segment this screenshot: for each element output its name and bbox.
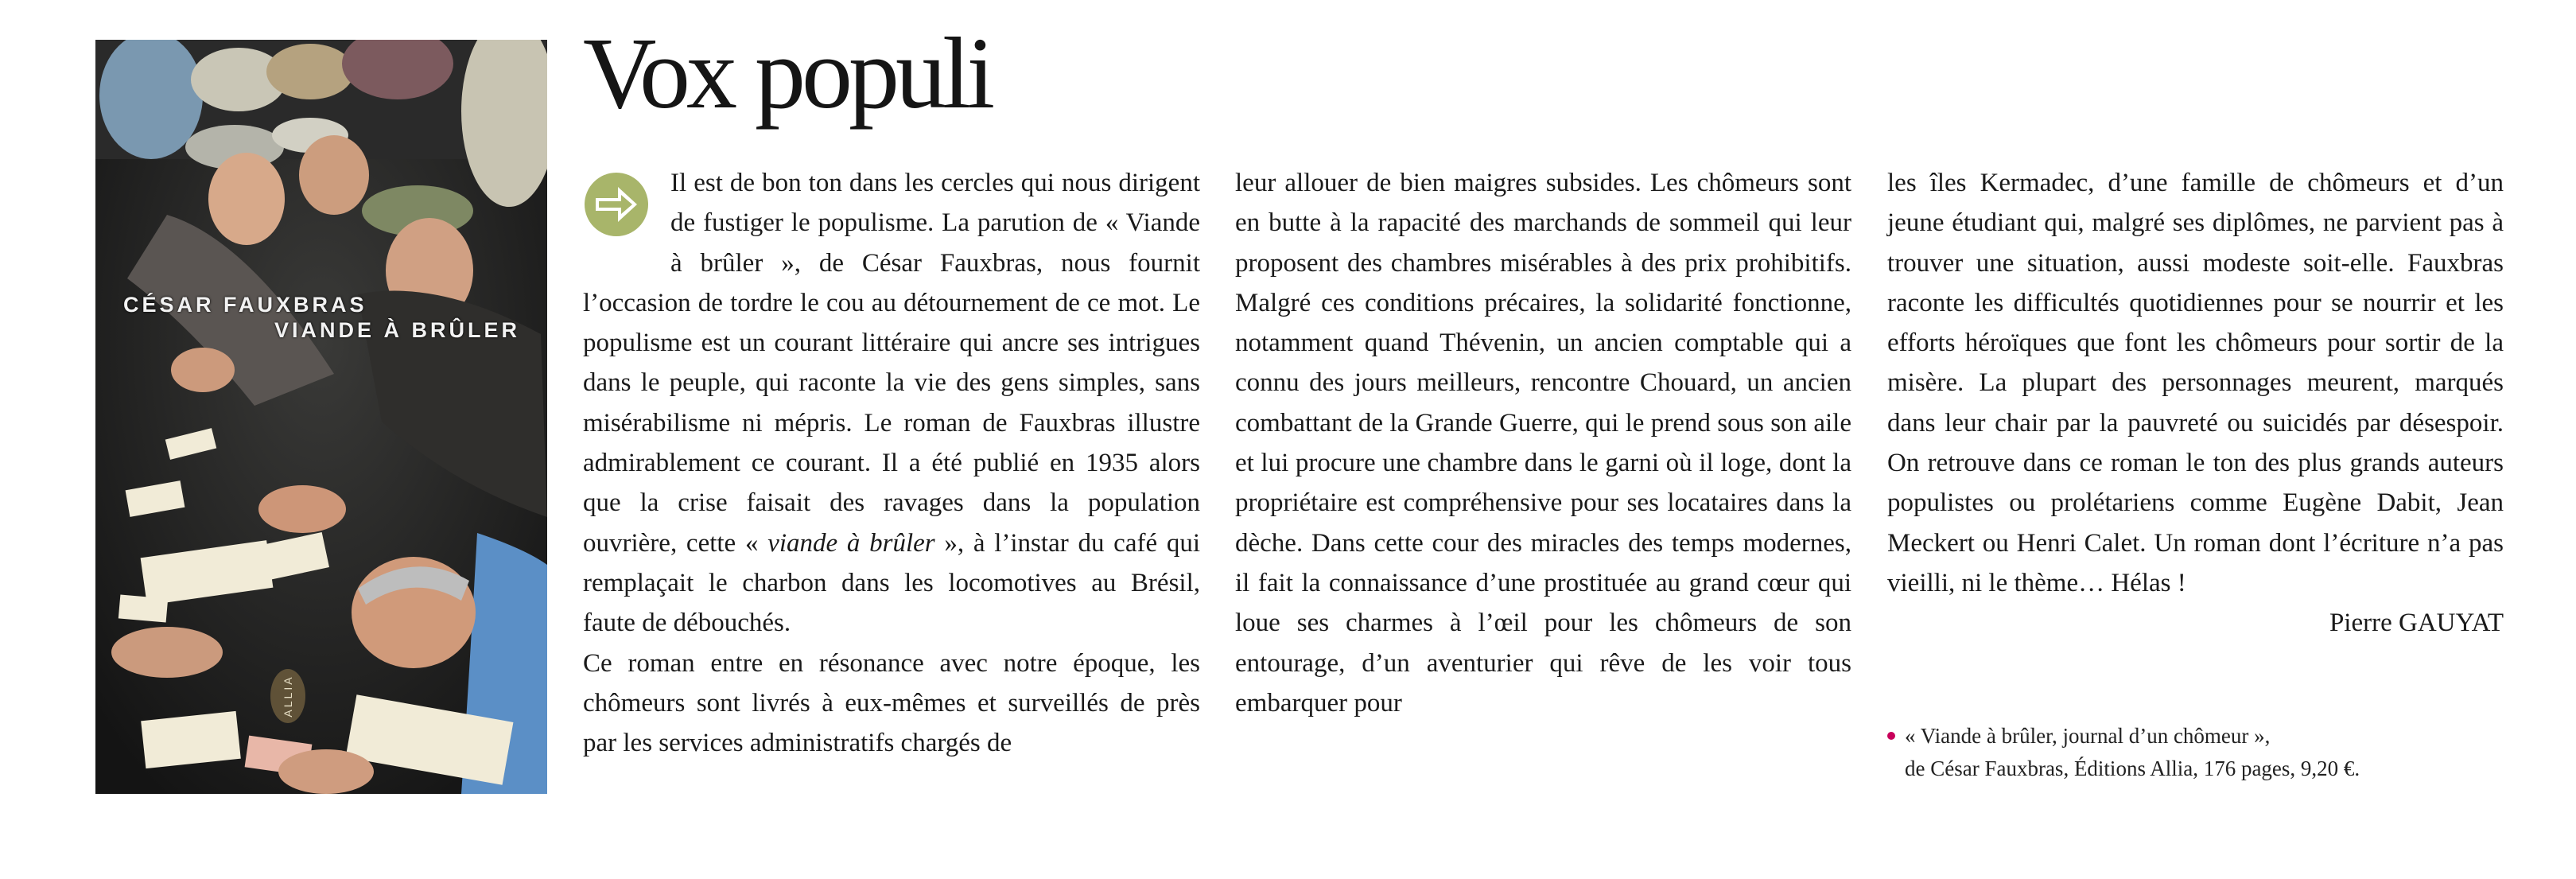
book-reference-line-1: « Viande à brûler, journal d’un chômeur »,	[1905, 724, 2271, 748]
paragraph-2: Ce roman entre en résonance avec notre époque, les chômeurs sont livrés à eux-mêmes et surveillés de près par les services administratifs chargés de	[583, 648, 1200, 758]
author-signature: Pierre GAUYAT	[2329, 609, 2504, 638]
book-cover	[95, 40, 547, 794]
article-column-1	[583, 163, 1200, 763]
cover-author: CÉSAR FAUXBRAS	[123, 293, 367, 317]
article-column-3	[1887, 163, 2504, 644]
book-reference-line-2: de César Fauxbras, Éditions Allia, 176 pages, 9,20 €.	[1905, 756, 2360, 780]
paragraph-4: les îles Kermadec, d’une famille de chômeurs et d’un jeune étudiant qui, malgré ses diplômes, ne parvient pas à trouver une situation, aussi modeste soit-elle. Fauxbras raconte les difficultés quotidiennes pour se nourrir et les efforts héroïques que font les chômeurs pour sortir de la misère. La plupart des personnages meurent, marqués dans leur chair par la pauvreté ou suicidés par désespoir. On retrouve dans ce roman le ton des plus grands auteurs populistes ou prolétariens comme Eugène Dabit, Jean Meckert ou Henri Calet. Un roman dont l’écriture n’a pas vieilli, ni le thème… Hélas !	[1887, 169, 2504, 597]
article-column-2	[1235, 163, 1851, 723]
publisher-name: ALLIA	[282, 675, 294, 718]
bullet-icon	[1887, 732, 1895, 740]
paragraph-1-end: », à l’instar du café qui remplaçait le charbon dans les locomotives au Brésil, faute de débouchés.	[583, 528, 1201, 638]
paragraph-1	[583, 163, 1200, 644]
paragraph-1-text: Il est de bon ton dans les cercles qui nous dirigent de fustiger le populisme. La parution de « Viande à brûler », de César Fauxbras, nous fournit l’occasion de tordre le cou au détournement de ce mot. Le populisme est un courant littéraire qui ancre ses intrigues dans le peuple, qui raconte la vie des gens simples, sans misérabilisme ni mépris. Le roman de Fauxbras illustre admirablement ce courant. Il a été publié en 1935 alors que la crise faisait des ravages dans la population ouvrière, cette «	[583, 169, 1200, 558]
book-reference-note	[1887, 720, 2539, 785]
article-title: Vox populi	[583, 17, 992, 130]
paragraph-3: leur allouer de bien maigres subsides. Les chômeurs sont en butte à la rapacité des marchands de sommeil qui leur proposent des chambres misérables à des prix prohibitifs. Malgré ces conditions précaires, la solidarité fonctionne, notamment quand Thévenin, un ancien comptable qui a connu des jours meilleurs, rencontre Chouard, un ancien combattant de la Grande Guerre, qui le prend sous son aile et lui procure une chambre dans le garni où il loge, dont la propriétaire est compréhensive pour ses locataires dans la dèche. Dans cette cour des miracles des temps modernes, il fait la connaissance d’une prostituée au grand cœur qui loue ses charmes à l’œil pour les chômeurs de son entourage, d’un aventurier qui rêve de les voir tous embarquer pour	[1235, 169, 1851, 718]
cover-book-title: VIANDE À BRÛLER	[274, 318, 521, 342]
arrow-right-circle-icon	[583, 171, 650, 238]
cover-photo	[95, 40, 547, 794]
book-title-italic: viande à brûler	[767, 528, 935, 558]
